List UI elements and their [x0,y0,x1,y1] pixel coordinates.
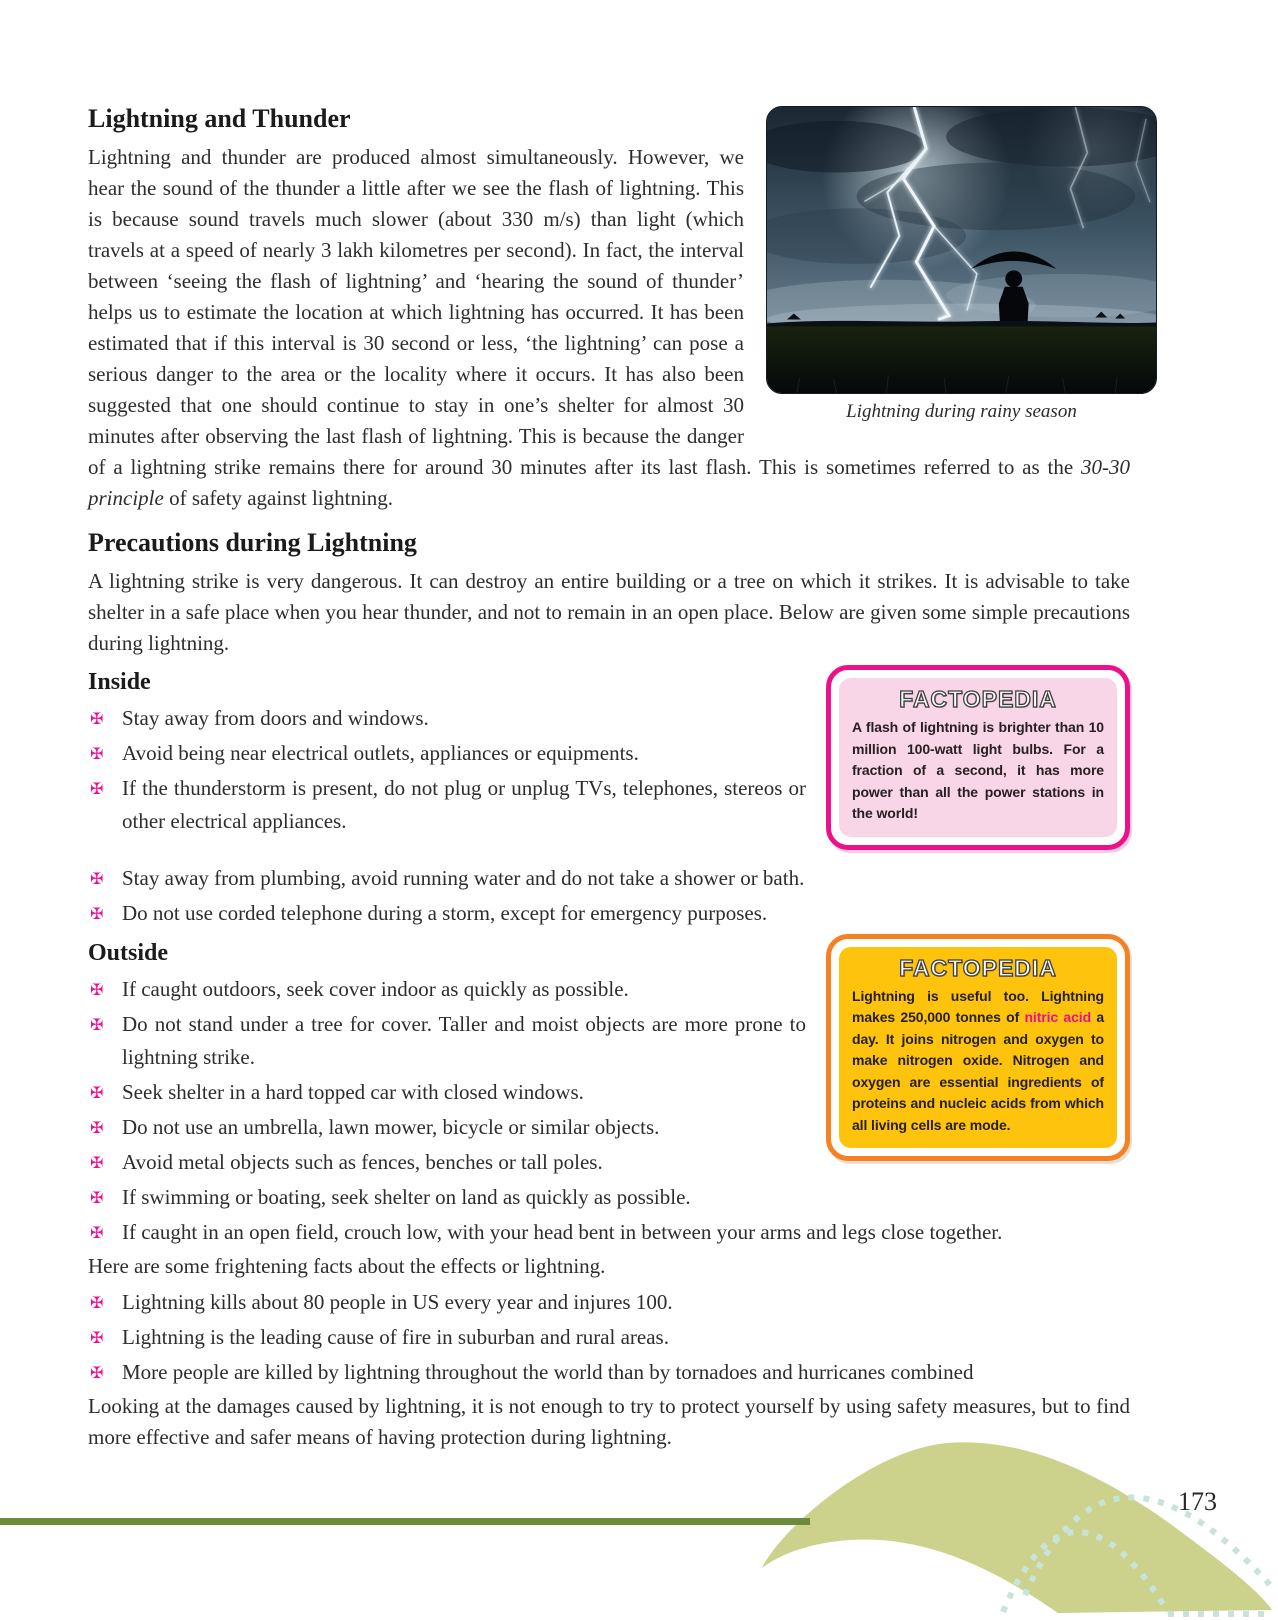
inside-list [88,702,1130,930]
list-item-text: More people are killed by lightning throughout the world than by tornadoes and hurricanes combined [122,1359,974,1384]
list-item [88,973,1130,1006]
list-item-text: Avoid being near electrical outlets, appliances or equipments. [122,741,639,765]
nitric-acid-highlight: nitric acid [1024,1009,1092,1025]
outside-list [88,973,1130,1249]
maltese-cross-bullet-icon: ✠ [90,1292,104,1312]
factopedia-pink-text: A flash of lightning is brighter than 10 million 100-watt light bulbs. For a fraction of a second, it has more power than all the power stations in the world! [852,719,1104,821]
list-item [88,897,1130,930]
storm-photo-image [766,106,1157,394]
factopedia-pink-title: FACTOPEDIA [899,686,1057,712]
list-item [88,1008,1130,1074]
maltese-cross-bullet-icon: ✠ [90,1152,104,1172]
list-item [88,1356,1130,1389]
list-item [88,1216,1130,1249]
figure-lightning-photo [766,106,1157,423]
list-item [88,862,1130,895]
maltese-cross-bullet-icon: ✠ [90,979,104,999]
heading-inside: Inside [88,669,151,695]
paragraph-closing: Looking at the damages caused by lightning, it is not enough to try to protect yourself by using safety measures, but to find more effective and safer means of having protection during lightning. [88,1393,1130,1449]
list-item-text: If caught in an open field, crouch low, with your head bent in between your arms and legs close together. [122,1219,1003,1244]
maltese-cross-bullet-icon: ✠ [90,1362,104,1382]
list-item [88,1321,1130,1354]
maltese-cross-bullet-icon: ✠ [90,779,104,798]
list-item [88,1076,1130,1109]
list-item-text: If caught outdoors, seek cover indoor as quickly as possible. [122,976,629,1001]
list-item [88,1286,1130,1319]
paragraph-text: of safety against lightning. [163,486,394,510]
storm-photo-illustration [767,107,1156,393]
maltese-cross-bullet-icon: ✠ [90,1082,104,1102]
list-item-text: Do not use corded telephone during a storm, except for emergency purposes. [122,900,768,925]
list-item-text: Avoid metal objects such as fences, benches or tall poles. [122,1149,603,1174]
factopedia-yellow-title: FACTOPEDIA [899,954,1057,981]
heading-precautions: Precautions during Lightning [88,528,417,557]
page-number: 173 [1178,1487,1217,1516]
paragraph-text: Lightning and thunder are produced almost simultaneously. However, we hear the sound of the thunder a little after we see the flash of lightning. This is because sound travels much slower (about 330 m/s) than light (which travels at a speed of nearly 3 lakh kilometres per second). In fact, the interval between ‘seeing the flash of lightning’ and ‘hearing the sound of thunder’ helps us to estimate the location at which lightning has occurred. It has been estimated that if this interval is 30 second or less, ‘the lightning’ can pose a serious danger to the area or the locality where it occurs. It has also been suggested that one should continue to stay in one’s shelter for almost 30 minutes after observing the last flash of lightning. This is because the danger of a lightning strike remains there for around 30 minutes after its last flash. This is sometimes referred to as the [88,145,1081,479]
factopedia-text-part: a day. It joins nitrogen and oxygen to make nitrogen oxide. Nitrogen and oxygen are essential ingredients of proteins and nucleic acids from which all living cells are mode. [852,1009,1105,1133]
list-item [88,772,1130,838]
list-item [88,1146,1130,1179]
heading-outside: Outside [88,939,169,966]
list-item-text: Seek shelter in a hard topped car with closed windows. [122,1079,584,1104]
list-item [88,1111,1130,1144]
maltese-cross-bullet-icon: ✠ [90,868,104,888]
list-item [88,1181,1130,1214]
list-item-text: Stay away from plumbing, avoid running water and do not take a shower or bath. [122,865,805,890]
list-item-text: Lightning kills about 80 people in US every year and injures 100. [122,1289,673,1314]
list-item-text: If swimming or boating, seek shelter on land as quickly as possible. [122,1184,691,1209]
paragraph-facts-intro: Here are some frightening facts about the effects or lightning. [88,1253,606,1278]
olive-swoosh-shape [762,1442,1272,1613]
photo-caption: Lightning during rainy season [846,401,1077,422]
heading-lightning-and-thunder: Lightning and Thunder [88,104,351,133]
maltese-cross-bullet-icon: ✠ [90,744,104,763]
list-item-text: Do not stand under a tree for cover. Taller and moist objects are more prone to lightning strike. [122,1011,806,1069]
list-item-text: Do not use an umbrella, lawn mower, bicycle or similar objects. [122,1114,660,1139]
list-item-text: If the thunderstorm is present, do not plug or unplug TVs, telephones, stereos or other electrical appliances. [122,776,806,833]
maltese-cross-bullet-icon: ✠ [90,1222,104,1242]
facts-list [88,1286,1130,1389]
italic-30-30-principle: 30-30 principle [88,455,1130,510]
maltese-cross-bullet-icon: ✠ [90,709,104,728]
list-item [88,737,1130,770]
footer-rule [0,1518,810,1525]
factopedia-text-part: Lightning is useful too. Lightning makes 250,000 tonnes of [852,987,1104,1025]
list-item-text: Lightning is the leading cause of fire in suburban and rural areas. [122,1324,669,1349]
maltese-cross-bullet-icon: ✠ [90,1327,104,1347]
maltese-cross-bullet-icon: ✠ [90,1014,104,1034]
maltese-cross-bullet-icon: ✠ [90,1187,104,1207]
maltese-cross-bullet-icon: ✠ [90,903,104,923]
list-item [88,702,1130,735]
paragraph-precautions-intro: A lightning strike is very dangerous. It can destroy an entire building or a tree on which it strikes. It is advisable to take shelter in a safe place when you hear thunder, and not to remain in an open place. Below are given some simple precautions during lightning. [88,569,1130,655]
list-item-text: Stay away from doors and windows. [122,706,429,730]
maltese-cross-bullet-icon: ✠ [90,1117,104,1137]
